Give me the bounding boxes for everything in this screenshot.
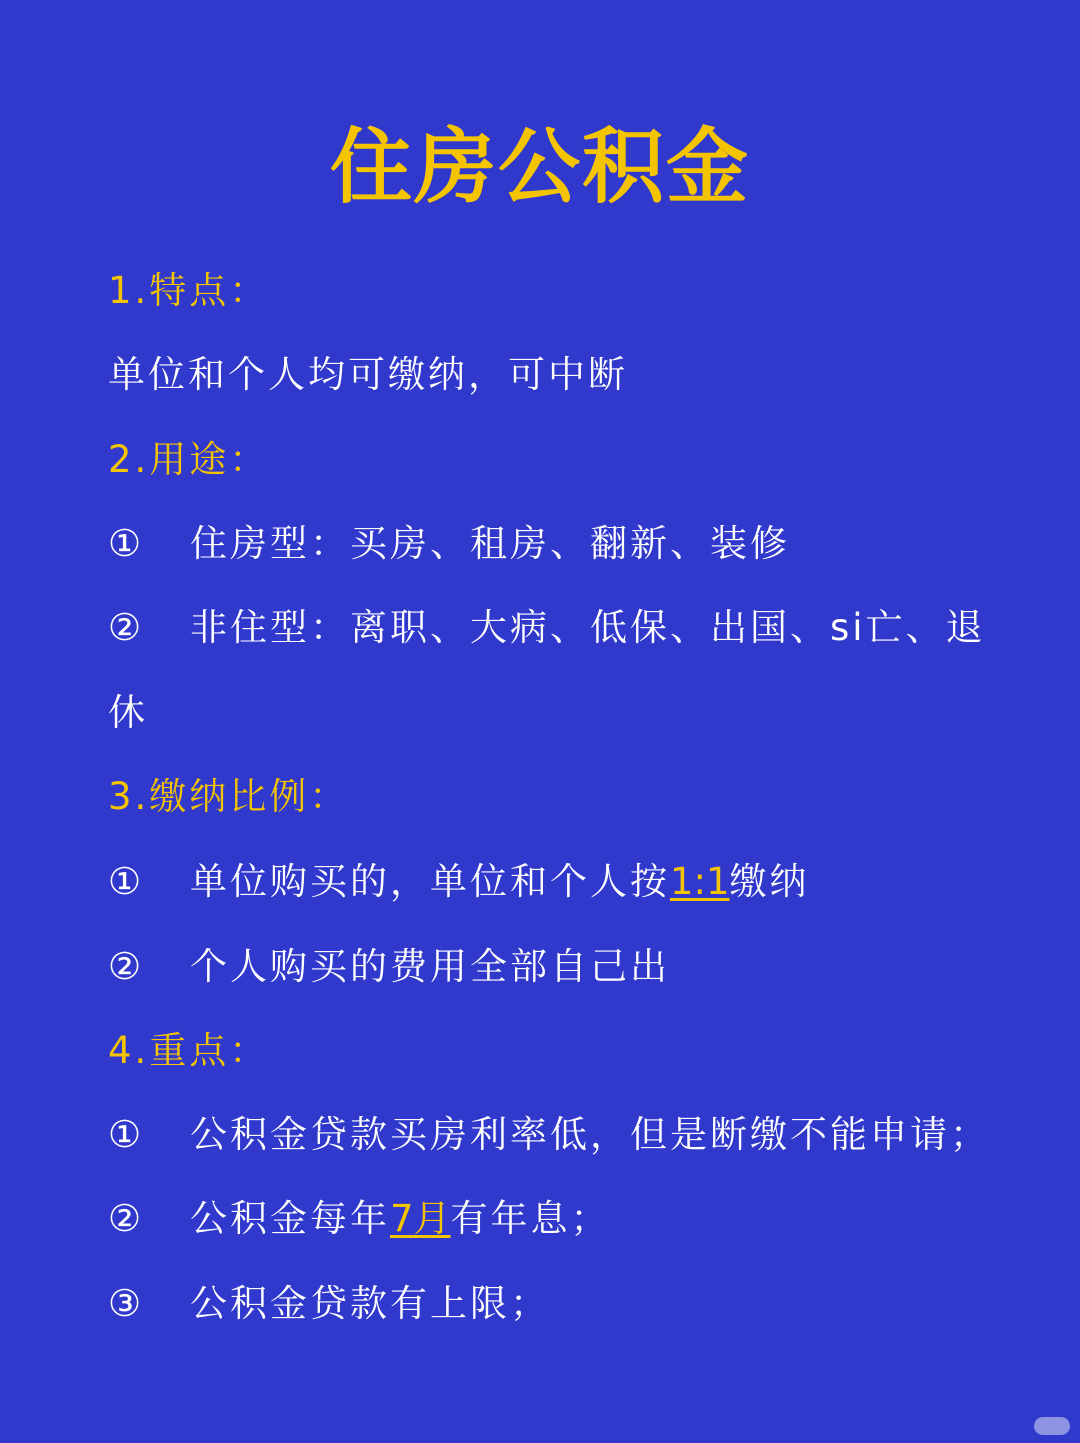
- list-item: [108, 857, 810, 907]
- item-text: 公积金贷款有上限；: [190, 1282, 550, 1325]
- item-text: 公积金贷款买房利率低，但是断缴不能申请；: [190, 1113, 990, 1156]
- section-heading-key-points: 4.重点：: [108, 1029, 270, 1072]
- section-heading-usage: 2.用途：: [108, 438, 270, 481]
- item-text: 非住型：离职、大病、低保、出国、si亡、退: [190, 606, 986, 649]
- list-item: [108, 603, 986, 653]
- item-text: 单位购买的，单位和个人按: [190, 860, 670, 903]
- list-item: [108, 519, 790, 569]
- page-title: 住房公积金: [329, 120, 750, 215]
- item-text: 缴纳: [729, 860, 810, 903]
- item-number: ①: [108, 860, 145, 903]
- watermark-logo: [1034, 1417, 1070, 1435]
- item-number: ①: [108, 1113, 145, 1156]
- list-item: [108, 1194, 611, 1244]
- item-text: 住房型：买房、租房、翻新、装修: [190, 522, 790, 565]
- item-text: 个人购买的费用全部自己出: [190, 945, 670, 988]
- list-item: [108, 1110, 990, 1160]
- section-heading-ratio: 3.缴纳比例：: [108, 775, 350, 818]
- highlight-ratio: 1:1: [670, 860, 730, 903]
- item-text: 有年息；: [450, 1197, 611, 1240]
- item-text: 公积金每年: [190, 1197, 390, 1240]
- item-number: ③: [108, 1282, 145, 1325]
- list-item: [108, 1279, 550, 1329]
- highlight-month: 7月: [390, 1197, 451, 1240]
- item-text-continuation: 休: [108, 691, 148, 734]
- item-number: ②: [108, 606, 145, 649]
- item-number: ②: [108, 1197, 145, 1240]
- section-heading-features: 1.特点：: [108, 269, 270, 312]
- list-item: [108, 942, 670, 992]
- item-number: ②: [108, 945, 145, 988]
- section-text-features: 单位和个人均可缴纳，可中断: [108, 353, 628, 396]
- item-number: ①: [108, 522, 145, 565]
